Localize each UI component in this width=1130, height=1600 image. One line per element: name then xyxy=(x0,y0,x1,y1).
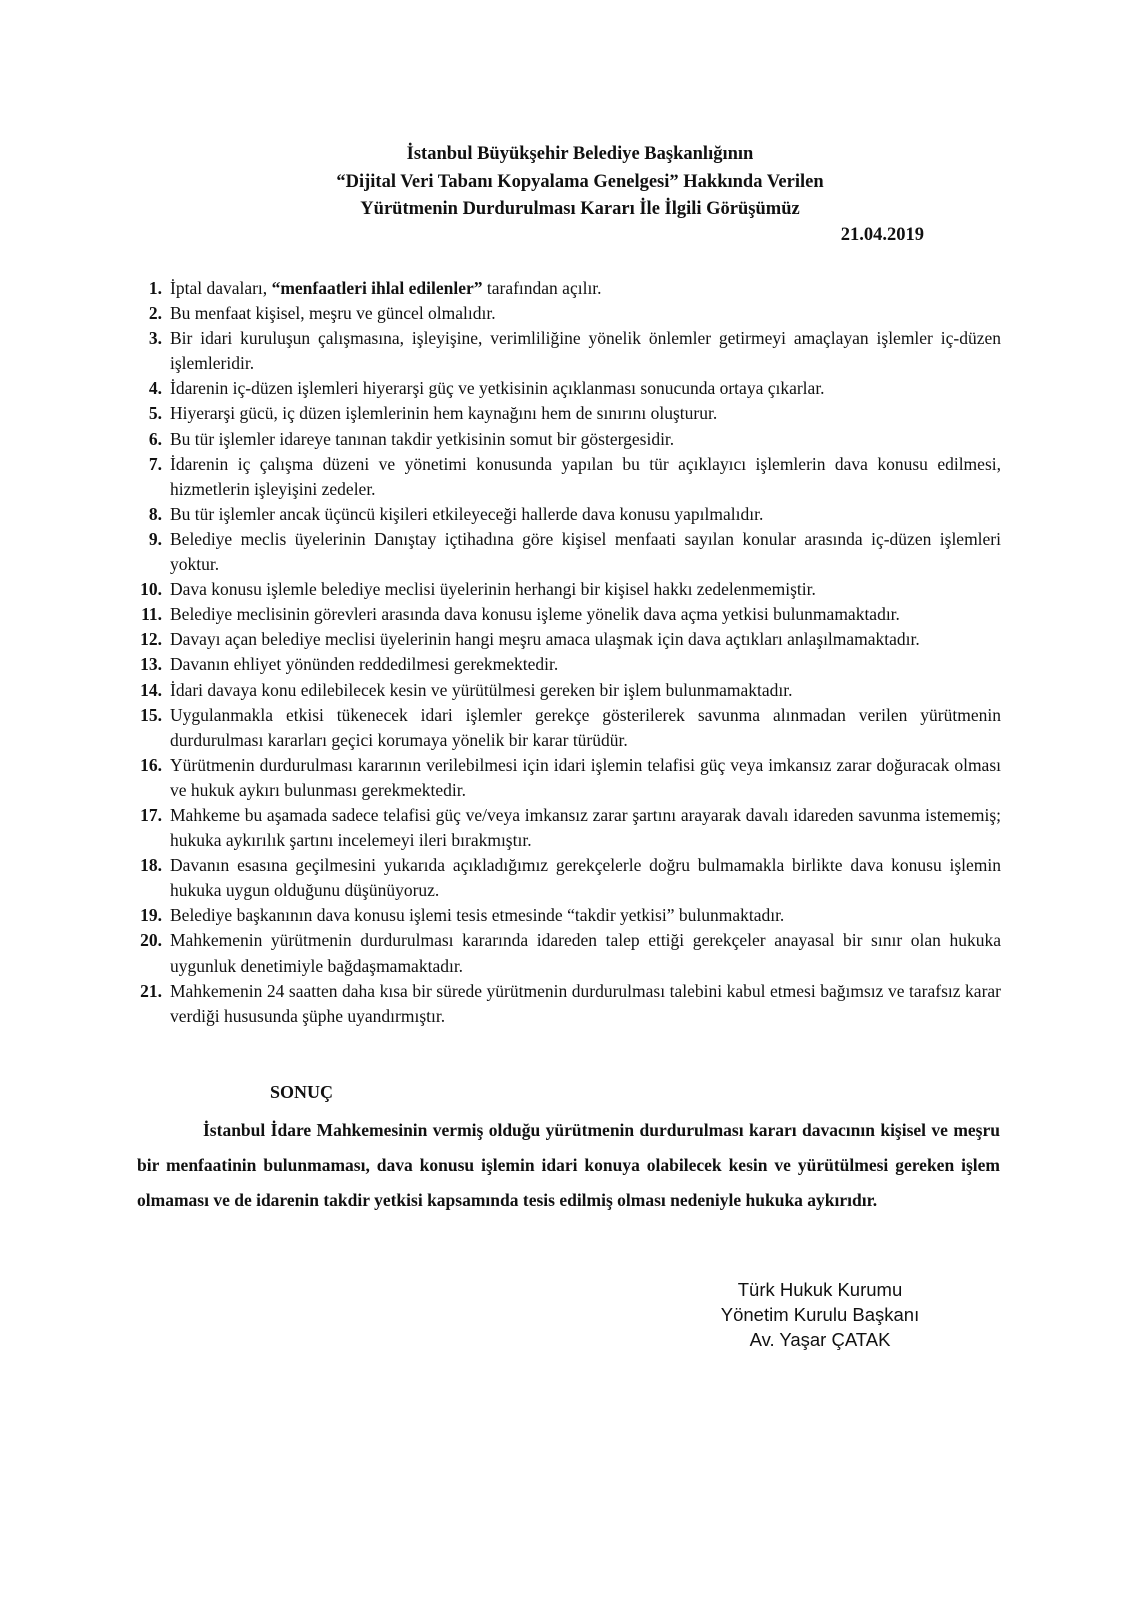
list-item xyxy=(128,803,1001,853)
list-item xyxy=(128,401,1001,426)
list-item-number: 14. xyxy=(140,679,162,700)
list-item-text-part: Davanın ehliyet yönünden reddedilmesi gerekmektedir. xyxy=(170,654,559,675)
list-item xyxy=(128,703,1001,753)
list-item-number: 12. xyxy=(140,629,162,650)
list-item-text-part: Mahkemenin yürütmenin durdurulması kararında idareden talep ettiği gerekçeler anayasal bir sınır olan hukuka uygunluk denetimiyle bağdaşmamaktadır. xyxy=(170,930,1001,976)
list-item-text xyxy=(170,303,496,323)
list-item-text-part: Hiyerarşi gücü, iç düzen işlemlerinin hem kaynağını hem de sınırını oluşturur. xyxy=(170,403,718,424)
list-item-text-part: Bu tür işlemler idareye tanınan takdir yetkisinin somut bir göstergesidir. xyxy=(170,428,675,449)
list-item-text xyxy=(170,403,717,423)
list-item-text-part: tarafından açılır. xyxy=(482,278,602,298)
list-item-text-part: İdarenin iç çalışma düzeni ve yönetimi konusunda yapılan bu tür açıklayıcı işlemlerin dava konusu edilmesi, hizmetlerin işleyişini zedeler. xyxy=(170,453,1001,499)
list-item xyxy=(128,652,1001,677)
list-item-text-part: Belediye meclisinin görevleri arasında dava konusu işleme yönelik dava açma yetkisi bulunmamaktadır. xyxy=(170,604,900,625)
list-item-text-part: Davanın esasına geçilmesini yukarıda açıkladığımız gerekçelerle doğru bulmamakla birlikte dava konusu işlemin hukuka uygun olduğunu düşünüyoruz. xyxy=(170,855,1001,901)
conclusion-body: İstanbul İdare Mahkemesinin vermiş olduğu yürütmenin durdurulması kararı davacının kişisel ve meşru bir menfaatinin bulunmaması, dava konusu işlemin idari konuya olabilecek kesin ve yürütülmesi gereken işlem olmaması ve de idarenin takdir yetkisi kapsamında tesis edilmiş olması nedeniyle hukuka aykırıdır. xyxy=(137,1120,1000,1210)
list-item-text-part: Mahkemenin 24 saatten daha kısa bir sürede yürütmenin durdurulması talebini kabul etmesi bağımsız ve tarafsız karar verdiği hususunda şüphe uyandırmıştır. xyxy=(170,980,1001,1026)
list-item xyxy=(128,301,1001,326)
list-item-number: 18. xyxy=(140,855,162,876)
list-item-text xyxy=(170,930,1001,975)
list-item xyxy=(128,903,1001,928)
list-item-text xyxy=(170,328,1001,373)
signature-role: Yönetim Kurulu Başkanı xyxy=(720,1304,920,1325)
signature-block xyxy=(700,1277,940,1352)
list-item-number: 5. xyxy=(148,403,162,424)
list-item-text xyxy=(170,378,825,398)
signature-name: Av. Yaşar ÇATAK xyxy=(749,1329,891,1350)
list-item-number: 3. xyxy=(148,328,162,349)
list-item-number: 15. xyxy=(140,704,162,725)
list-item-text-part: İdarenin iç-düzen işlemleri hiyerarşi güç ve yetkisinin açıklanması sonucunda ortaya çıkarlar. xyxy=(170,378,825,399)
signature-org: Türk Hukuk Kurumu xyxy=(737,1279,903,1300)
list-item-emphasis: “menfaatleri ihlal edilenler” xyxy=(271,278,483,298)
list-item xyxy=(128,853,1001,903)
numbered-list xyxy=(128,276,1001,1029)
list-item-text xyxy=(170,278,602,298)
list-item-text xyxy=(170,504,763,524)
list-item-text-part: Uygulanmakla etkisi tükenecek idari işlemler gerekçe gösterilerek savunma alınmadan verilen yürütmenin durdurulması kararları geçici korumaya yönelik bir karar türüdür. xyxy=(170,704,1001,750)
title-line-2: “Dijital Veri Tabanı Kopyalama Genelgesi” Hakkında Verilen xyxy=(336,171,824,192)
list-item xyxy=(128,276,1001,301)
list-item-number: 11. xyxy=(141,604,162,625)
list-item-number: 8. xyxy=(148,503,162,524)
list-item-number: 19. xyxy=(140,905,162,926)
list-item xyxy=(128,928,1001,978)
list-item xyxy=(128,753,1001,803)
list-item-text-part: Davayı açan belediye meclisi üyelerinin hangi meşru amaca ulaşmak için dava açtıkları anlaşılmamaktadır. xyxy=(170,629,920,650)
list-item-number: 1. xyxy=(148,278,162,298)
list-item-text xyxy=(170,705,1001,750)
list-item-number: 16. xyxy=(140,754,162,775)
list-item-number: 2. xyxy=(148,303,162,324)
list-item-number: 4. xyxy=(148,378,162,399)
list-item-text xyxy=(170,680,793,700)
list-item-number: 13. xyxy=(140,654,162,675)
list-item xyxy=(128,452,1001,502)
list-item-text-part: İptal davaları, xyxy=(170,278,272,298)
list-item-text-part: Dava konusu işlemle belediye meclisi üyelerinin herhangi bir kişisel hakkı zedelenmemiştir. xyxy=(170,579,816,600)
list-item xyxy=(128,502,1001,527)
list-item-number: 21. xyxy=(140,980,162,1001)
list-item-text-part: Yürütmenin durdurulması kararının verilebilmesi için idari işlemin telafisi güç veya imkansız zarar doğuracak olması ve hukuk aykırı bulunması gerekmektedir. xyxy=(170,754,1001,800)
list-item-number: 10. xyxy=(140,579,162,600)
list-item-text xyxy=(170,654,558,674)
list-item-text xyxy=(170,429,674,449)
list-item-text xyxy=(170,579,816,599)
list-item-number: 6. xyxy=(148,428,162,449)
list-item xyxy=(128,527,1001,577)
list-item xyxy=(128,602,1001,627)
list-item-text xyxy=(170,855,1001,900)
list-item xyxy=(128,326,1001,376)
list-item xyxy=(128,376,1001,401)
document-title xyxy=(200,141,960,224)
list-item-text xyxy=(170,981,1001,1026)
list-item-text xyxy=(170,805,1001,850)
document-date: 21.04.2019 xyxy=(840,225,924,245)
list-item-number: 20. xyxy=(140,930,162,951)
list-item xyxy=(128,627,1001,652)
title-line-1: İstanbul Büyükşehir Belediye Başkanlığının xyxy=(406,144,754,164)
list-item xyxy=(128,678,1001,703)
list-item-text-part: Mahkeme bu aşamada sadece telafisi güç ve/veya imkansız zarar şartını arayarak davalı idareden savunma istememiş; hukuka aykırılık şartını incelemeyi ileri bırakmıştır. xyxy=(170,804,1001,851)
list-item-text-part: Belediye başkanının dava konusu işlemi tesis etmesinde “takdir yetkisi” bulunmaktadır. xyxy=(170,905,785,926)
list-item-number: 9. xyxy=(148,528,162,549)
list-item-text-part: Bu menfaat kişisel, meşru ve güncel olmalıdır. xyxy=(170,303,496,324)
list-item-text-part: İdari davaya konu edilebilecek kesin ve yürütülmesi gereken bir işlem bulunmamaktadır. xyxy=(170,679,793,700)
list-item-text xyxy=(170,454,1001,499)
list-item-text xyxy=(170,604,900,624)
list-item xyxy=(128,427,1001,452)
list-item-text-part: Belediye meclis üyelerinin Danıştay içtihadına göre kişisel menfaati sayılan konular arasında iç-düzen işlemleri yoktur. xyxy=(170,528,1001,575)
list-item xyxy=(128,577,1001,602)
title-line-3: Yürütmenin Durdurulması Kararı İle İlgili Görüşümüz xyxy=(360,199,800,219)
conclusion-heading: SONUÇ xyxy=(270,1082,334,1102)
list-item-text xyxy=(170,755,1001,800)
list-item-number: 17. xyxy=(140,804,162,825)
list-item-text xyxy=(170,629,920,649)
list-item xyxy=(128,979,1001,1029)
list-item-number: 7. xyxy=(148,453,162,474)
list-item-text-part: Bu tür işlemler ancak üçüncü kişileri etkileyeceği hallerde dava konusu yapılmalıdır. xyxy=(170,503,764,524)
list-item-text xyxy=(170,905,784,925)
list-item-text-part: Bir idari kuruluşun çalışmasına, işleyişine, verimliliğine yönelik önlemler getirmeyi amaçlayan işlemler iç-düzen işlemleridir. xyxy=(170,328,1001,374)
list-item-text xyxy=(170,529,1001,574)
